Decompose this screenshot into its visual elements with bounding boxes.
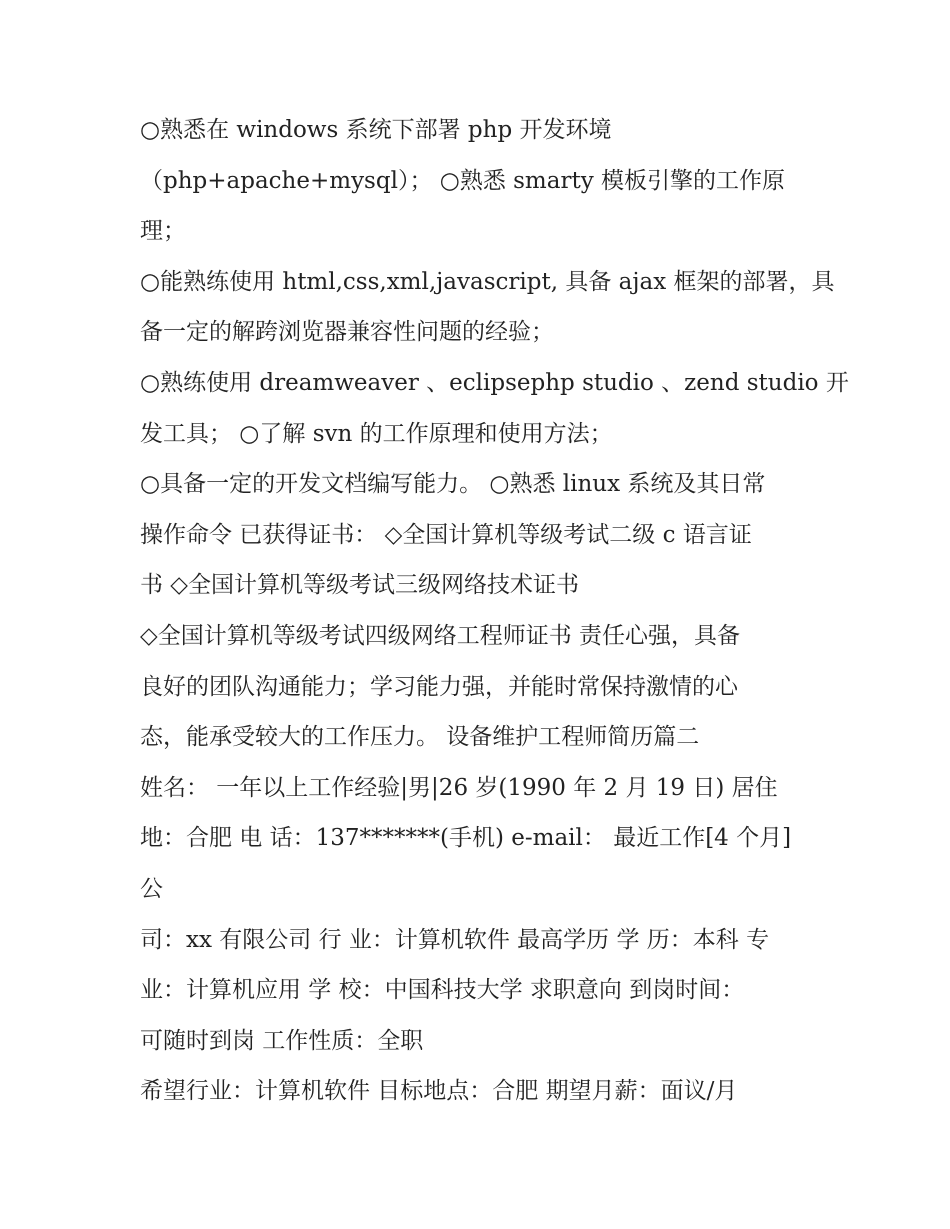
text-line: 良好的团队沟通能力；学习能力强，并能时常保持激情的心 (140, 673, 738, 700)
text-line: ○熟悉在 windows 系统下部署 php 开发环境 (140, 117, 612, 143)
document-body (140, 105, 849, 1117)
text-line: （php+apache+mysql）； ○熟悉 smarty 模板引擎的工作原 (140, 167, 785, 194)
text-line: 姓名： 一年以上工作经验|男|26 岁(1990 年 2 月 19 日) 居住 (140, 774, 778, 801)
text-line: ○具备一定的开发文档编写能力。 ○熟悉 linux 系统及其日常 (140, 471, 766, 498)
text-line: 可随时到岗 工作性质：全职 (140, 1027, 424, 1054)
text-line: 发工具； ○了解 svn 的工作原理和使用方法； (140, 420, 613, 447)
text-line: ○能熟练使用 html,css,xml,javascript, 具备 ajax 框架的部署，具 (140, 268, 835, 295)
text-line: 业：计算机应用 学 校：中国科技大学 求职意向 到岗时间： (140, 977, 745, 1004)
text-line: 备一定的解跨浏览器兼容性问题的经验； (140, 319, 554, 346)
text-line: 态，能承受较大的工作压力。 设备维护工程师简历篇二 (140, 724, 700, 751)
text-line: 地：合肥 电 话：137*******(手机) e-mail： 最近工作[4 个月] (140, 825, 792, 852)
text-line: 司：xx 有限公司 行 业：计算机软件 最高学历 学 历：本科 专 (140, 926, 770, 953)
text-line: 公 (140, 875, 163, 902)
text-line: 理； (140, 218, 186, 245)
text-line: 希望行业：计算机软件 目标地点：合肥 期望月薪：面议/月 (140, 1078, 738, 1105)
text-line: ○熟练使用 dreamweaver 、eclipsephp studio 、zend studio 开 (140, 369, 849, 396)
text-line: ◇全国计算机等级考试四级网络工程师证书 责任心强，具备 (140, 622, 740, 649)
text-line: 操作命令 已获得证书： ◇全国计算机等级考试二级 c 语言证 (140, 521, 752, 548)
text-line: 书 ◇全国计算机等级考试三级网络技术证书 (140, 572, 579, 599)
